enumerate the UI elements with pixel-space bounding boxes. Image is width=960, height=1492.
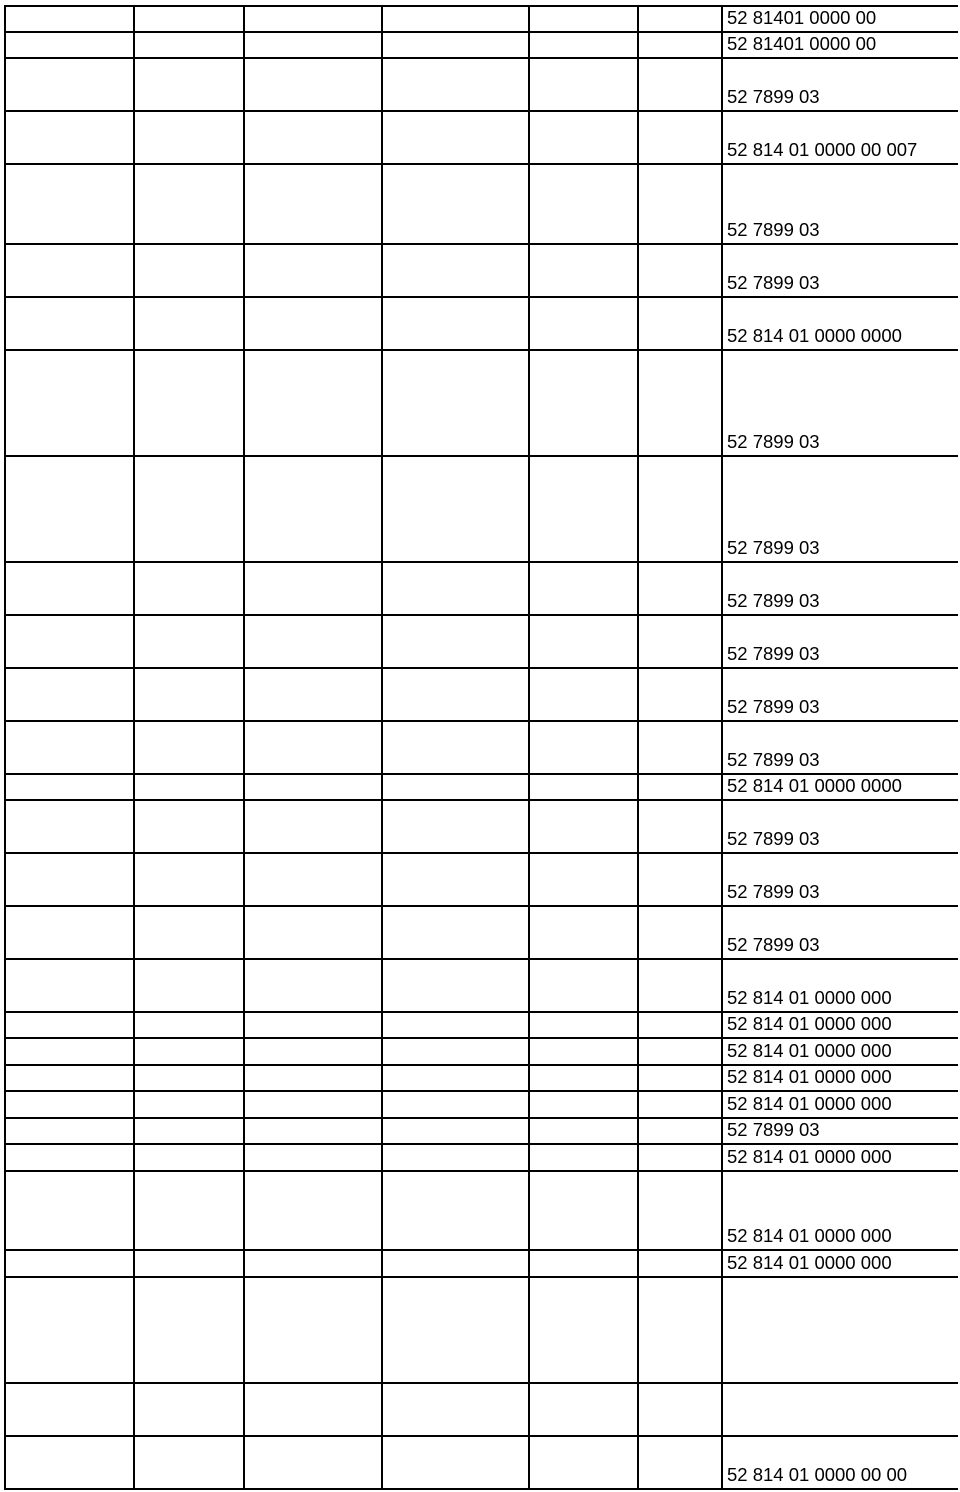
code-cell: 52 7899 03 bbox=[727, 537, 820, 558]
row-border bbox=[4, 163, 958, 165]
row-border bbox=[4, 1170, 958, 1172]
code-cell: 52 814 01 0000 000 bbox=[727, 1093, 892, 1114]
row-border bbox=[4, 110, 958, 112]
code-cell: 52 814 01 0000 000 bbox=[727, 987, 892, 1008]
code-cell: 52 7899 03 bbox=[727, 749, 820, 770]
code-cell: 52 7899 03 bbox=[727, 881, 820, 902]
code-cell: 52 7899 03 bbox=[727, 934, 820, 955]
code-cell: 52 814 01 0000 000 bbox=[727, 1146, 892, 1167]
code-cell: 52 7899 03 bbox=[727, 828, 820, 849]
code-cell: 52 7899 03 bbox=[727, 643, 820, 664]
code-cell: 52 81401 0000 00 bbox=[727, 33, 877, 54]
code-cell: 52 7899 03 bbox=[727, 1119, 820, 1140]
row-border bbox=[4, 958, 958, 960]
code-cell: 52 814 01 0000 00 007 bbox=[727, 139, 918, 160]
row-border bbox=[4, 614, 958, 616]
row-border bbox=[4, 720, 958, 722]
row-border bbox=[4, 1143, 958, 1145]
code-cell: 52 7899 03 bbox=[727, 219, 820, 240]
code-cell: 52 7899 03 bbox=[727, 86, 820, 107]
column-border bbox=[381, 5, 383, 1490]
row-border bbox=[4, 905, 958, 907]
code-cell: 52 7899 03 bbox=[727, 590, 820, 611]
code-cell: 52 814 01 0000 000 bbox=[727, 1252, 892, 1273]
column-border bbox=[528, 5, 530, 1490]
row-border bbox=[4, 349, 958, 351]
column-border bbox=[4, 5, 6, 1490]
row-border bbox=[4, 852, 958, 854]
column-border bbox=[637, 5, 639, 1490]
code-cell: 52 814 01 0000 000 bbox=[727, 1040, 892, 1061]
code-cell: 52 814 01 0000 0000 bbox=[727, 775, 902, 796]
column-border bbox=[243, 5, 245, 1490]
row-border bbox=[4, 1090, 958, 1092]
row-border bbox=[4, 1037, 958, 1039]
code-cell: 52 814 01 0000 000 bbox=[727, 1066, 892, 1087]
code-cell: 52 814 01 0000 000 bbox=[727, 1013, 892, 1034]
row-border bbox=[4, 296, 958, 298]
row-border bbox=[4, 243, 958, 245]
code-cell: 52 7899 03 bbox=[727, 696, 820, 717]
row-border bbox=[4, 455, 958, 457]
row-border bbox=[4, 561, 958, 563]
row-border bbox=[4, 1488, 958, 1490]
row-border bbox=[4, 57, 958, 59]
code-cell: 52 81401 0000 00 bbox=[727, 7, 877, 28]
code-cell: 52 814 01 0000 0000 bbox=[727, 325, 902, 346]
column-border bbox=[721, 5, 723, 1490]
row-border bbox=[4, 1276, 958, 1278]
code-cell: 52 814 01 0000 00 00 bbox=[727, 1464, 908, 1485]
row-border bbox=[4, 1249, 958, 1251]
row-border bbox=[4, 1435, 958, 1437]
code-cell: 52 814 01 0000 000 bbox=[727, 1225, 892, 1246]
row-border bbox=[4, 667, 958, 669]
code-cell: 52 7899 03 bbox=[727, 431, 820, 452]
row-border bbox=[4, 799, 958, 801]
row-border bbox=[4, 1382, 958, 1384]
column-border bbox=[133, 5, 135, 1490]
code-cell: 52 7899 03 bbox=[727, 272, 820, 293]
